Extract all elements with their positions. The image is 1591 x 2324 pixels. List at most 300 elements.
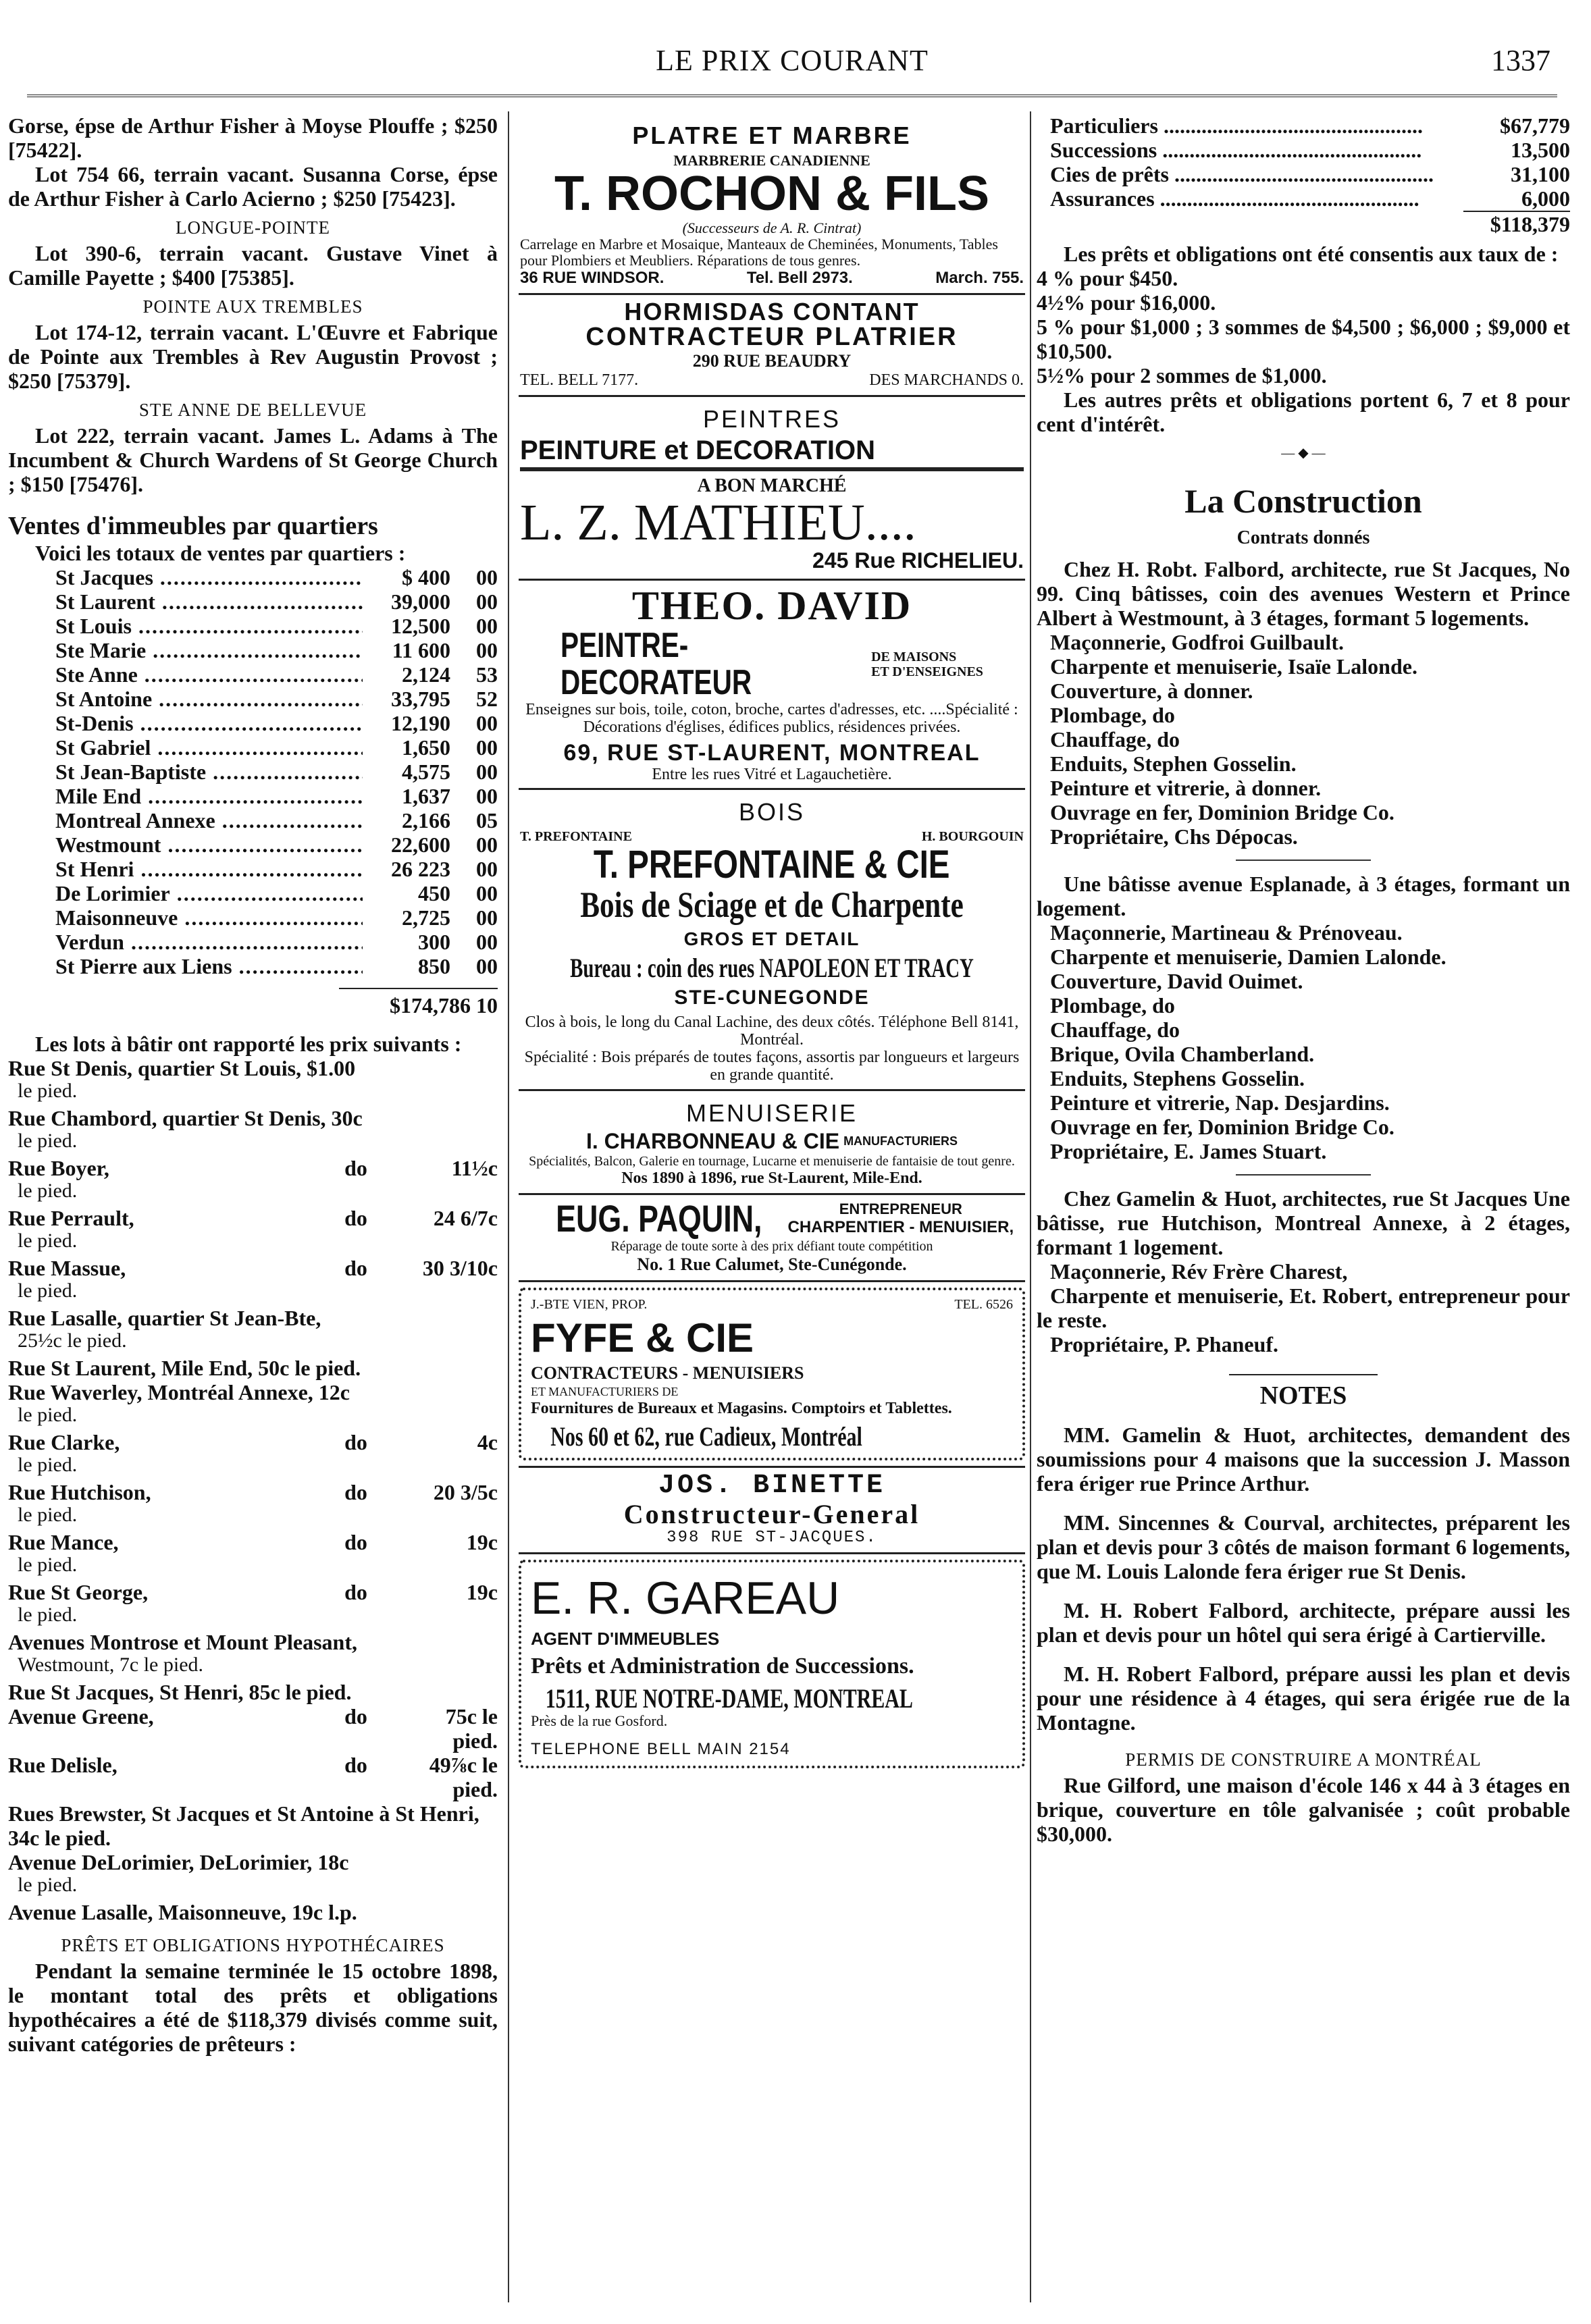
ad-description: Carrelage en Marbre et Mosaique, Manteaux de Cheminées, Monuments, Tables pour Plombiers et Meubliers. Réparations de tous genres. <box>520 235 998 269</box>
lot-unit: le pied. <box>18 1454 78 1476</box>
ventes-amount: 11 600 <box>392 638 450 662</box>
lot-street: Rues Brewster, St Jacques et St Antoine à St Henri, 34c le pied. <box>8 1801 479 1850</box>
contract-item: Maçonnerie, Godfroi Guilbault. <box>1050 630 1344 654</box>
ventes-amount: 2,725 <box>402 905 450 930</box>
lot-row <box>8 1630 498 1654</box>
lot-street: Rue St George, <box>8 1580 149 1604</box>
section-heading: PERMIS DE CONSTRUIRE A MONTRÉAL <box>1125 1749 1482 1770</box>
contract-item: Chauffage, do <box>1050 727 1180 751</box>
ad-fyfe <box>519 1288 1025 1460</box>
contract-item: Plombage, do <box>1050 993 1175 1018</box>
contract-list <box>1037 920 1570 1163</box>
ad-side <box>787 1200 1014 1237</box>
lot-row <box>8 1480 498 1504</box>
ventes-amount: 39,000 <box>391 589 450 614</box>
contract-item: Peinture et vitrerie, à donner. <box>1050 776 1322 800</box>
ventes-amount: 450 <box>418 881 450 905</box>
lot-unit: le pied. <box>18 1130 78 1152</box>
lot-row <box>8 1850 498 1874</box>
ventes-quartier: St Gabriel ..... <box>55 735 363 760</box>
column-advertisements <box>519 113 1025 2301</box>
ventes-quartier: St Louis ..... <box>55 614 363 638</box>
ventes-cents: 00 <box>476 857 498 881</box>
ventes-cents: 00 <box>476 954 498 978</box>
lot-unit: le pied. <box>18 1604 78 1626</box>
column-right <box>1037 113 1570 2301</box>
ad-name: I. CHARBONNEAU & CIE <box>585 1129 840 1154</box>
ventes-amount: 12,500 <box>391 614 450 638</box>
page-number: 1337 <box>1491 44 1550 77</box>
column-divider <box>1030 111 1031 2302</box>
header-rule <box>27 95 1557 97</box>
ad-name: JOS. BINETTE <box>658 1471 886 1502</box>
contract-item: Propriétaire, Chs Dépocas. <box>1050 824 1298 849</box>
ad-title: Constructeur-General <box>623 1499 920 1530</box>
ad-paquin <box>519 1195 1025 1283</box>
paragraph: Rue Gilford, une maison d'école 146 x 44 à 3 étages en brique, couverture en tôle galvanisée ; coût probable $30,000. <box>1037 1773 1570 1846</box>
note-paragraph: M. H. Robert Falbord, architecte, prépare aussi les plan et devis pour un hôtel qui sera érigé à Cartierville. <box>1037 1598 1570 1647</box>
ventes-row <box>8 638 498 662</box>
paragraph: Les lots à bâtir ont rapporté les prix suivants : <box>35 1032 462 1056</box>
lot-street: Rue Mance, <box>8 1530 119 1554</box>
lot-price: 20 3/5c <box>433 1480 498 1504</box>
ventes-cents: 00 <box>476 711 498 735</box>
ventes-cents: 00 <box>476 784 498 808</box>
ventes-cents: 00 <box>476 833 498 857</box>
contract-item: Maçonnerie, Rév Frère Charest, <box>1050 1259 1348 1284</box>
ad-hormisdas <box>519 295 1025 398</box>
ad-prefontaine <box>519 790 1025 1091</box>
divider <box>1236 1174 1371 1176</box>
lot-row <box>8 1680 498 1704</box>
contract-item: Charpente et menuiserie, Damien Lalonde. <box>1050 945 1446 969</box>
lot-street: Rue St Jacques, St Henri, 85c le pied. <box>8 1680 352 1704</box>
contract-item: Ouvrage en fer, Dominion Bridge Co. <box>1050 1115 1394 1139</box>
ad-contact-row <box>520 269 1024 288</box>
lot-street: Rue St Laurent, Mile End, 50c le pied. <box>8 1356 361 1380</box>
ventes-amount: 2,166 <box>402 808 450 833</box>
prets-category: Successions ..... <box>1050 138 1435 162</box>
lot-street: Rue Clarke, <box>8 1430 120 1454</box>
ventes-amount: 26 223 <box>391 857 450 881</box>
lot-row <box>8 1106 498 1130</box>
prets-total-row <box>1037 211 1570 236</box>
ventes-table <box>8 565 498 978</box>
ad-address: No. 1 Rue Calumet, Ste-Cunégonde. <box>637 1255 907 1275</box>
lot-street: Rue St Denis, quartier St Louis, $1.00 <box>8 1056 356 1080</box>
lot-price: 75c le pied. <box>445 1704 498 1753</box>
prets-amount: 13,500 <box>1511 138 1570 162</box>
lot-price: 11½c <box>451 1156 498 1180</box>
ad-title-row <box>520 1196 1024 1240</box>
ad-telephone: TEL. BELL 7177. <box>520 371 639 390</box>
ad-contact-row <box>520 371 1024 390</box>
paragraph: Lot 222, terrain vacant. James L. Adams à The Incumbent & Church Wardens of St George Church ; $150 [75476]. <box>8 423 498 496</box>
lot-ditto: do <box>344 1580 367 1604</box>
contract-item: Enduits, Stephens Gosselin. <box>1050 1066 1305 1090</box>
lot-unit: le pied. <box>18 1504 78 1526</box>
lot-price: 30 3/10c <box>422 1256 498 1280</box>
ventes-amount: $ 400 <box>402 565 450 589</box>
taux-item: 4½% pour $16,000. <box>1037 290 1216 315</box>
ad-category: BOIS <box>738 798 806 826</box>
ornament-divider: — ◆ — <box>1281 446 1326 460</box>
ad-description: Réparage de toute sorte à des prix défiant toute compétition <box>610 1239 933 1255</box>
ventes-cents: 05 <box>476 808 498 833</box>
paragraph: Gorse, épse de Arthur Fisher à Moyse Plouffe ; $250 [75422]. <box>8 113 498 162</box>
ventes-row <box>8 614 498 638</box>
ventes-amount: 12,190 <box>391 711 450 735</box>
ad-side-line: ET D'ENSEIGNES <box>871 664 983 679</box>
lot-price: 19c <box>466 1580 498 1604</box>
ventes-row <box>8 857 498 881</box>
ventes-amount: 300 <box>418 930 450 954</box>
lot-ditto: do <box>344 1430 367 1454</box>
lot-street: Rue Perrault, <box>8 1206 134 1230</box>
ventes-amount: 2,124 <box>402 662 450 687</box>
ad-gareau <box>519 1560 1025 1768</box>
ad-ste: STE-CUNEGONDE <box>674 986 870 1009</box>
lot-row <box>8 1753 498 1801</box>
section-heading: LONGUE-POINTE <box>176 217 330 238</box>
lot-row <box>8 1704 498 1753</box>
ventes-total: $174,786 10 <box>339 988 498 1018</box>
ventes-amount: 4,575 <box>402 760 450 784</box>
construction-title: La Construction <box>1184 482 1422 520</box>
lot-ditto: do <box>344 1256 367 1280</box>
ad-gros: GROS ET DETAIL <box>683 928 860 950</box>
ad-telephone: TEL. 6526 <box>954 1297 1013 1313</box>
ad-david <box>519 581 1025 790</box>
ventes-quartier: Ste Marie ..... <box>55 638 363 662</box>
ad-category: PEINTRES <box>702 405 841 433</box>
lot-row <box>8 1801 498 1850</box>
ad-title: AGENT D'IMMEUBLES <box>531 1628 720 1649</box>
ventes-quartier: Maisonneuve ..... <box>55 905 363 930</box>
ad-binette <box>519 1466 1025 1554</box>
ad-telephone: Tel. Bell 2973. <box>746 268 853 287</box>
ad-title-row <box>520 627 1024 701</box>
ventes-quartier: St Laurent ..... <box>55 589 363 614</box>
ventes-row <box>8 735 498 760</box>
lot-price: 4c <box>477 1430 498 1454</box>
lot-row <box>8 1306 498 1330</box>
ad-category: PLATRE ET MARBRE <box>632 122 912 149</box>
ad-name: L. Z. MATHIEU.... <box>520 494 916 552</box>
ventes-cents: 52 <box>476 687 498 711</box>
lot-price: 19c <box>466 1530 498 1554</box>
prets-category: Cies de prêts ..... <box>1050 162 1435 186</box>
taux-item: 4 % pour $450. <box>1037 266 1178 290</box>
ventes-quartier: Westmount ..... <box>55 833 363 857</box>
lot-unit: le pied. <box>18 1279 78 1302</box>
lot-unit: 25½c le pied. <box>18 1329 127 1352</box>
contract-item: Charpente et menuiserie, Et. Robert, entrepreneur pour le reste. <box>1037 1284 1570 1332</box>
lot-row <box>8 1380 498 1404</box>
lot-ditto: do <box>344 1480 367 1504</box>
paragraph: Voici les totaux de ventes par quartiers : <box>35 541 406 565</box>
contract-item: Maçonnerie, Martineau & Prénoveau. <box>1050 920 1403 945</box>
ad-mathieu <box>519 397 1025 581</box>
paragraph: Lot 390-6, terrain vacant. Gustave Vinet à Camille Payette ; $400 [75385]. <box>8 241 498 290</box>
lot-street: Rue Hutchison, <box>8 1480 151 1504</box>
paragraph: Chez H. Robt. Falbord, architecte, rue St Jacques, No 99. Cinq bâtisses, coin des avenues Western et Prince Albert à Westmount, à 3 étages, formant 5 logements. <box>1037 557 1570 630</box>
lot-row <box>8 1430 498 1454</box>
lot-street: Avenue Greene, <box>8 1704 154 1728</box>
ventes-row <box>8 930 498 954</box>
ad-address: 290 RUE BEAUDRY <box>692 351 852 371</box>
ad-name: T. PREFONTAINE & CIE <box>594 843 950 887</box>
ad-address: 1511, RUE NOTRE-DAME, MONTREAL <box>545 1683 913 1714</box>
ad-contact-row <box>531 1297 1013 1313</box>
prets-category-row <box>1050 113 1570 138</box>
ad-manuf: ET MANUFACTURIERS DE <box>531 1385 679 1399</box>
lot-ditto: do <box>344 1704 367 1728</box>
lot-unit: le pied. <box>18 1404 78 1426</box>
ad-category: MENUISERIE <box>685 1099 858 1128</box>
ad-title: CONTRACTEURS - MENUISIERS <box>531 1363 804 1383</box>
ad-subtitle: A BON MARCHÉ <box>697 475 847 497</box>
contract-item: Ouvrage en fer, Dominion Bridge Co. <box>1050 800 1394 824</box>
ventes-row <box>8 711 498 735</box>
ad-address: 245 Rue RICHELIEU. <box>812 548 1024 573</box>
ad-name: EUG. PAQUIN, <box>555 1196 762 1240</box>
notes-list <box>1037 1423 1570 1735</box>
ad-heading: PEINTURE et DECORATION <box>520 436 1024 471</box>
lot-row <box>8 1256 498 1280</box>
paragraph: Pendant la semaine terminée le 15 octobre 1898, le montant total des prêts et obligations hypothécaires a été de $118,379 divisés comme suit, suivant catégories de prêteurs : <box>8 1959 498 2056</box>
ventes-row <box>8 589 498 614</box>
ventes-row <box>8 881 498 905</box>
ad-title: Bois de Sciage et de Charpente <box>580 884 964 926</box>
note-paragraph: M. H. Robert Falbord, prépare aussi les plan et devis pour une résidence à 4 étages, qui sera érigée rue de la Montagne. <box>1037 1662 1570 1735</box>
paragraph: Lot 754 66, terrain vacant. Susanna Corse, épse de Arthur Fisher à Carlo Acierno ; $250 [75423]. <box>8 162 498 211</box>
ventes-amount: 1,650 <box>402 735 450 760</box>
ad-successor: (Successeurs de A. R. Cintrat) <box>682 219 862 236</box>
prets-category-row <box>1050 138 1570 162</box>
prets-category-row <box>1050 162 1570 186</box>
ad-march: DES MARCHANDS 0. <box>869 371 1024 390</box>
ventes-row <box>8 954 498 978</box>
ad-proprietor: J.-BTE VIEN, PROP. <box>531 1297 648 1313</box>
lot-row <box>8 1530 498 1554</box>
prets-amount: 31,100 <box>1511 162 1570 186</box>
prets-total: $118,379 <box>1463 211 1570 236</box>
ventes-row <box>8 662 498 687</box>
ventes-row <box>8 687 498 711</box>
ad-address: Nos 60 et 62, rue Cadieux, Montréal <box>550 1421 862 1452</box>
ventes-quartier: St Jean-Baptiste ..... <box>55 760 363 784</box>
ventes-title: Ventes d'immeubles par quartiers <box>8 512 378 540</box>
ad-description: Enseignes sur bois, toile, coton, broche, cartes d'adresses, etc. ....Spécialité : Décorations d'églises, édifices publics, résidences privées. <box>525 701 1018 737</box>
prets-amount: $67,779 <box>1500 113 1570 138</box>
lot-unit: le pied. <box>18 1180 78 1202</box>
ventes-cents: 00 <box>476 760 498 784</box>
page-header <box>27 41 1557 88</box>
contract-list <box>1037 630 1570 849</box>
ad-rochon <box>519 113 1025 295</box>
contract-item: Plombage, do <box>1050 703 1175 727</box>
ad-description: Spécialités, Balcon, Galerie en tournage, Lucarne et menuiserie de fantaisie de tout genre. <box>529 1153 1015 1169</box>
ad-description: Prêts et Administration de Successions. <box>531 1653 914 1679</box>
ventes-quartier: St Antoine ..... <box>55 687 363 711</box>
ventes-cents: 00 <box>476 930 498 954</box>
contract-item: Peinture et vitrerie, Nap. Desjardins. <box>1050 1090 1390 1115</box>
lot-price: 24 6/7c <box>433 1206 498 1230</box>
ad-between: Entre les rues Vitré et Lagauchetière. <box>652 766 892 784</box>
ventes-cents: 00 <box>476 589 498 614</box>
paragraph: Lot 174-12, terrain vacant. L'Œuvre et Fabrique de Pointe aux Trembles à Rev Augustin Provost ; $250 [75379]. <box>8 320 498 393</box>
lot-ditto: do <box>344 1206 367 1230</box>
lots-list <box>8 1056 498 1924</box>
lot-ditto: do <box>344 1156 367 1180</box>
ventes-amount: 850 <box>418 954 450 978</box>
prets-categories <box>1037 113 1570 211</box>
ad-address: Nos 1890 à 1896, rue St-Laurent, Mile-End. <box>621 1169 922 1187</box>
ad-title: PEINTRE-DECORATEUR <box>560 626 752 702</box>
note-paragraph: MM. Gamelin & Huot, architectes, demandent des soumissions pour 4 maisons que la succession J. Masson fera ériger rue Prince Arthur. <box>1037 1423 1570 1496</box>
lot-street: Rue Waverley, Montréal Annexe, 12c <box>8 1380 350 1404</box>
ventes-cents: 00 <box>476 881 498 905</box>
ad-title-row <box>520 1130 1024 1153</box>
ad-subtitle: MARBRERIE CANADIENNE <box>673 152 870 169</box>
lot-street: Rue Chambord, quartier St Denis, 30c <box>8 1106 363 1130</box>
divider <box>1236 860 1371 861</box>
lot-street: Rue Boyer, <box>8 1156 109 1180</box>
lot-row <box>8 1206 498 1230</box>
ad-side-line: DE MAISONS <box>871 649 957 664</box>
ventes-quartier: St Pierre aux Liens ..... <box>55 954 363 978</box>
contract-item: Couverture, à donner. <box>1050 679 1253 703</box>
lot-unit: le pied. <box>18 1080 78 1102</box>
lot-row <box>8 1056 498 1080</box>
prets-category: Particuliers ..... <box>1050 113 1435 138</box>
ad-march: March. 755. <box>935 268 1024 287</box>
ventes-cents: 53 <box>476 662 498 687</box>
ad-side-line: CHARPENTIER - MENUISIER, <box>787 1218 1014 1237</box>
ad-name: E. R. GAREAU <box>531 1573 840 1625</box>
ad-title: CONTRACTEUR PLATRIER <box>585 323 958 352</box>
ventes-quartier: St-Denis ..... <box>55 711 363 735</box>
paragraph: Les prêts et obligations ont été consentis aux taux de : <box>1064 242 1559 266</box>
lot-street: Rue Lasalle, quartier St Jean-Bte, <box>8 1306 321 1330</box>
ad-bureau: Bureau : coin des rues NAPOLEON ET TRACY <box>570 953 974 984</box>
paragraph: Les autres prêts et obligations portent 6, 7 et 8 pour cent d'intérêt. <box>1037 388 1570 436</box>
ventes-cents: 00 <box>476 735 498 760</box>
ventes-row <box>8 760 498 784</box>
prets-category: Assurances ..... <box>1050 186 1435 211</box>
contract-item: Couverture, David Ouimet. <box>1050 969 1303 993</box>
lot-row <box>8 1900 498 1924</box>
contract-item: Charpente et menuiserie, Isaïe Lalonde. <box>1050 654 1417 679</box>
ad-manuf: MANUFACTURIERS <box>843 1134 958 1148</box>
ventes-amount: 33,795 <box>391 687 450 711</box>
ad-address: 398 RUE ST-JACQUES. <box>667 1529 877 1548</box>
lot-street: Rue Massue, <box>8 1256 126 1280</box>
ventes-cents: 00 <box>476 638 498 662</box>
contract-item: Propriétaire, E. James Stuart. <box>1050 1139 1327 1163</box>
lot-unit: le pied. <box>18 1554 78 1576</box>
lot-ditto: do <box>344 1753 367 1777</box>
ventes-quartier: St Henri ..... <box>55 857 363 881</box>
contrats-heading: Contrats donnés <box>1236 527 1370 548</box>
ad-side-line: ENTREPRENEUR <box>839 1200 962 1218</box>
ad-description: Spécialité : Bois préparés de toutes façons, assortis par longueurs et largeurs en grande quantité. <box>524 1049 1020 1084</box>
ad-charbonneau <box>519 1091 1025 1195</box>
prets-category-row <box>1050 186 1570 211</box>
ventes-cents: 00 <box>476 565 498 589</box>
ventes-quartier: Ste Anne ..... <box>55 662 363 687</box>
prets-amount: 6,000 <box>1521 186 1570 211</box>
ventes-quartier: Mile End ..... <box>55 784 363 808</box>
column-left <box>8 113 498 2301</box>
ventes-cents: 00 <box>476 614 498 638</box>
lot-price: 49⅞c le pied. <box>429 1753 498 1801</box>
lot-street: Avenue Lasalle, Maisonneuve, 19c l.p. <box>8 1900 357 1924</box>
lot-street: Rue Delisle, <box>8 1753 118 1777</box>
column-divider <box>508 111 509 2302</box>
lot-ditto: do <box>344 1530 367 1554</box>
ad-partner-left: T. PREFONTAINE <box>520 829 632 845</box>
lot-street: Avenue DeLorimier, DeLorimier, 18c <box>8 1850 349 1874</box>
section-heading: STE ANNE DE BELLEVUE <box>138 400 367 420</box>
section-heading: PRÊTS ET OBLIGATIONS HYPOTHÉCAIRES <box>61 1935 445 1955</box>
lot-row <box>8 1356 498 1380</box>
note-paragraph: MM. Sincennes & Courval, architectes, préparent les plan et devis pour 3 côtés de maison formant 6 logements, que M. Louis Lalonde fera ériger rue St Denis. <box>1037 1510 1570 1583</box>
section-heading: POINTE AUX TREMBLES <box>142 296 363 317</box>
contract-list <box>1037 1259 1570 1356</box>
lot-street: Avenues Montrose et Mount Pleasant, <box>8 1630 357 1654</box>
ventes-row <box>8 905 498 930</box>
lot-unit: Westmount, 7c le pied. <box>18 1654 204 1676</box>
taux-list <box>1037 266 1570 388</box>
ad-description: Clos à bois, le long du Canal Lachine, des deux côtés. Téléphone Bell 8141, Montréal. <box>525 1013 1019 1049</box>
ad-side <box>871 650 983 679</box>
ventes-row <box>8 565 498 589</box>
ventes-row <box>8 833 498 857</box>
taux-item: 5 % pour $1,000 ; 3 sommes de $4,500 ; $6,000 ; $9,000 et $10,500. <box>1037 315 1570 363</box>
ventes-cents: 00 <box>476 905 498 930</box>
paragraph: Une bâtisse avenue Esplanade, à 3 étages, formant un logement. <box>1037 872 1570 920</box>
paragraph: Chez Gamelin & Huot, architectes, rue St Jacques Une bâtisse, rue Hutchison, Montreal Annexe, à 2 étages, formant 1 logement. <box>1037 1186 1570 1259</box>
ventes-quartier: Verdun ..... <box>55 930 363 954</box>
ad-address: 36 RUE WINDSOR. <box>520 268 664 287</box>
notes-title: NOTES <box>1229 1374 1378 1410</box>
ad-name: FYFE & CIE <box>531 1315 754 1361</box>
ad-partner-right: H. BOURGOUIN <box>921 829 1024 845</box>
ventes-row <box>8 784 498 808</box>
contract-item: Propriétaire, P. Phaneuf. <box>1050 1332 1279 1356</box>
ventes-quartier: Montreal Annexe ..... <box>55 808 363 833</box>
ventes-amount: 22,600 <box>391 833 450 857</box>
lot-row <box>8 1580 498 1604</box>
contract-item: Chauffage, do <box>1050 1018 1180 1042</box>
lot-unit: le pied. <box>18 1874 78 1896</box>
lot-unit: le pied. <box>18 1230 78 1252</box>
ventes-amount: 1,637 <box>402 784 450 808</box>
ad-name: HORMISDAS CONTANT <box>624 297 920 325</box>
ad-description: Fournitures de Bureaux et Magasins. Comptoirs et Tablettes. <box>531 1400 952 1418</box>
ventes-row <box>8 808 498 833</box>
ad-name: T. ROCHON & FILS <box>554 167 989 221</box>
ad-near: Près de la rue Gosford. <box>531 1712 668 1729</box>
ad-name: THEO. DAVID <box>631 583 912 629</box>
ventes-quartier: St Jacques ..... <box>55 565 363 589</box>
ad-address: 69, RUE ST-LAURENT, MONTREAL <box>563 740 981 766</box>
page-title: LE PRIX COURANT <box>656 44 929 77</box>
ventes-quartier: De Lorimier ..... <box>55 881 363 905</box>
contract-item: Enduits, Stephen Gosselin. <box>1050 751 1297 776</box>
